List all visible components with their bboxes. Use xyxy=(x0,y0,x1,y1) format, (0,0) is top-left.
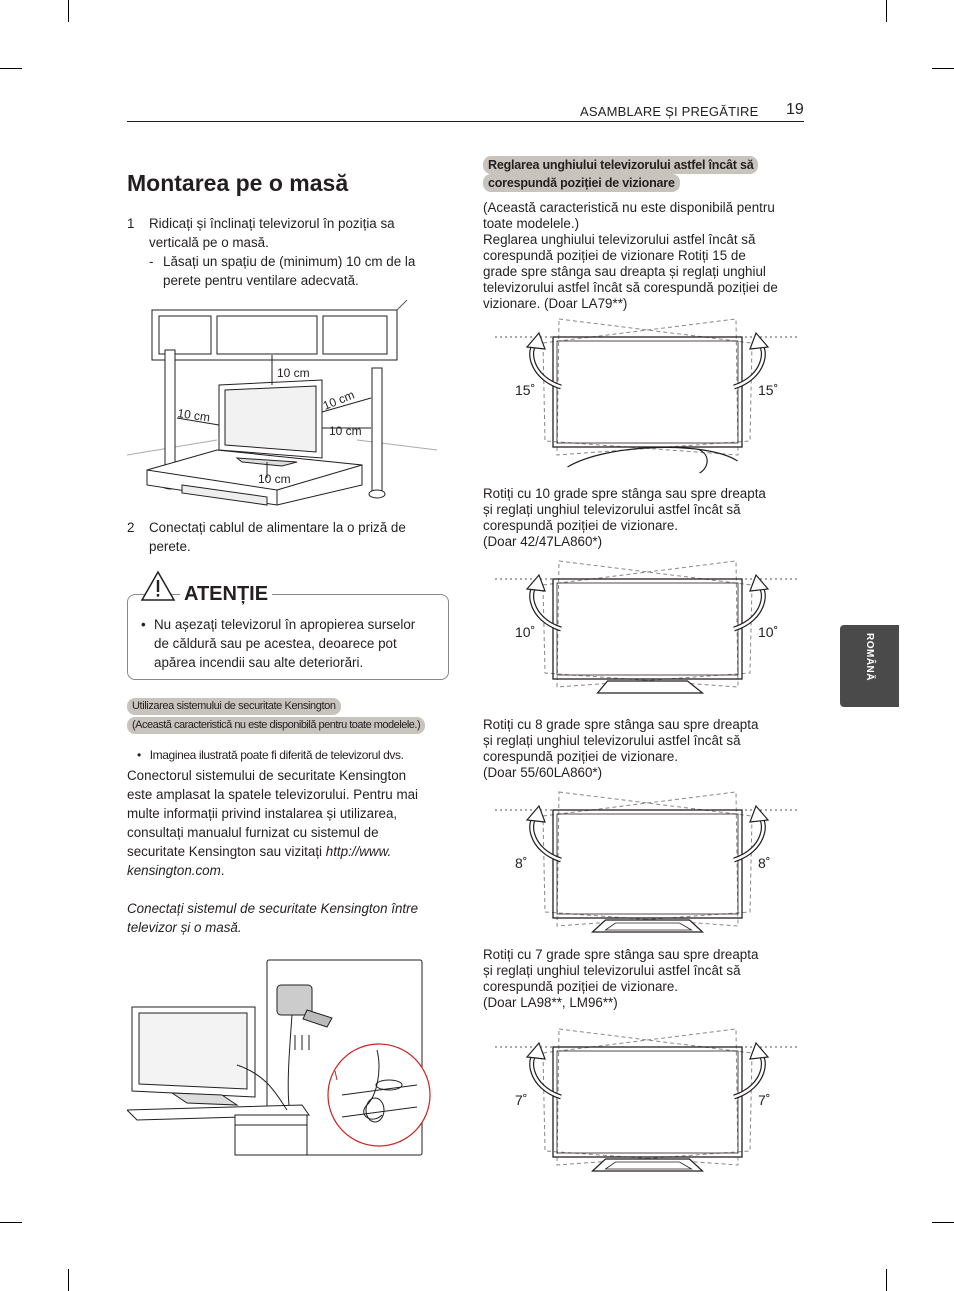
kensington-description xyxy=(127,766,447,937)
rotate-left-arrowhead-icon xyxy=(527,806,545,822)
step-2-text: perete. xyxy=(149,539,191,554)
clearance-label-bottom: 10 cm xyxy=(258,472,291,486)
angle-intro-line: vizionare. (Doar LA79**) xyxy=(483,296,628,311)
swivel-text-10 xyxy=(483,486,808,550)
step-1-sub-text: Lăsați un spațiu de (minimum) 10 cm de la xyxy=(163,254,416,269)
swivel-text-7 xyxy=(483,947,808,1011)
tv-screen xyxy=(557,341,738,443)
crop-mark xyxy=(886,0,887,22)
caution-line: apărea incendii sau alte deteriorări. xyxy=(154,655,364,670)
caution-title: ATENȚIE xyxy=(180,583,272,606)
swivel-text-line: corespundă poziției de vizionare. xyxy=(483,979,679,994)
ventilation-clearance-illustration xyxy=(127,300,437,515)
tv-frame xyxy=(553,337,742,447)
angle-label-left: 15˚ xyxy=(515,382,536,398)
swivel-text-line: Rotiți cu 7 grade spre stânga sau spre dreapta xyxy=(483,947,759,962)
step-1 xyxy=(127,214,447,290)
swivel-text-line: Rotiți cu 10 grade spre stânga sau spre dreapta xyxy=(483,486,766,501)
angle-intro xyxy=(483,200,808,312)
step-2-text: Conectați cablul de alimentare la o priză de xyxy=(149,520,406,535)
rotated-outline-right xyxy=(557,1029,752,1165)
language-tab xyxy=(840,625,899,707)
swivel-text-line: corespundă poziției de vizionare. xyxy=(483,518,679,533)
angle-label-right: 10˚ xyxy=(758,624,779,640)
step-1-sub-text: perete pentru ventilare adecvată. xyxy=(163,273,359,288)
kensington-url-link[interactable]: http://www. xyxy=(325,844,392,859)
angle-intro-line: televizorului astfel încât să corespundă poziției de xyxy=(483,280,778,295)
angle-section-heading: corespundă poziției de vizionare xyxy=(483,174,680,192)
angle-intro-line: toate modelele.) xyxy=(483,216,580,231)
tv-frame xyxy=(553,1047,742,1157)
crop-mark xyxy=(0,1222,22,1223)
rotated-outline-right xyxy=(557,792,752,926)
swivel-figure-15 xyxy=(495,315,800,475)
kensington-instruction: televizor și o masă. xyxy=(127,920,242,935)
rotate-right-arrowhead-icon xyxy=(750,575,768,591)
swivel-text-line: Rotiți cu 8 grade spre stânga sau spre dreapta xyxy=(483,717,759,732)
swivel-text-line: și reglați unghiul televizorului astfel încât să xyxy=(483,963,741,978)
clearance-label-top: 10 cm xyxy=(277,366,310,380)
caution-line: Nu așezați televizorul în apropierea surselor xyxy=(154,617,416,632)
clearance-label-left: 10 cm xyxy=(176,406,211,425)
step-2 xyxy=(127,518,447,556)
tv-frame xyxy=(553,810,742,918)
swivel-text-line: (Doar 55/60LA860*) xyxy=(483,765,603,780)
kensington-text-line: consultați manualul furnizat cu sistemul de xyxy=(127,825,379,840)
rotate-right-arrowhead-icon xyxy=(750,1043,768,1059)
swivel-text-line: și reglați unghiul televizorului astfel încât să xyxy=(483,502,741,517)
swivel-figure-7 xyxy=(495,1025,800,1185)
rotate-left-arrowhead-icon xyxy=(527,575,545,591)
tv-screen xyxy=(557,814,738,914)
crop-mark xyxy=(932,1222,954,1223)
kensington-section-note: (Această caracteristică nu este disponibilă pentru toate modelele.) xyxy=(127,717,425,734)
tv-stand xyxy=(568,447,738,467)
angle-intro-line: corespundă poziției de vizionare Rotiți 15 de xyxy=(483,248,746,263)
step-1-text: verticală pe o masă. xyxy=(149,235,269,250)
swivel-text-line: (Doar 42/47LA860*) xyxy=(483,534,603,549)
section-header: ASAMBLARE ȘI PREGĂTIRE xyxy=(580,104,759,119)
kensington-text-line: securitate Kensington sau vizitați xyxy=(127,844,326,859)
warning-triangle-icon xyxy=(140,570,176,602)
clearance-label-right: 10 cm xyxy=(329,424,362,438)
angle-intro-line: Reglarea unghiului televizorului astfel încât să xyxy=(483,232,756,247)
swivel-text-line: corespundă poziției de vizionare. xyxy=(483,749,679,764)
crop-mark xyxy=(886,1269,887,1291)
tv-screen xyxy=(557,1051,738,1153)
angle-label-left: 8˚ xyxy=(515,855,528,871)
angle-intro-line: (Această caracteristică nu este disponibilă pentru xyxy=(483,200,775,215)
page-number: 19 xyxy=(786,101,804,118)
kensington-url-link[interactable]: kensington.com xyxy=(127,863,221,878)
tv-frame xyxy=(553,579,742,679)
language-tab-label: ROMÂNĂ xyxy=(864,633,875,681)
angle-label-right: 7˚ xyxy=(758,1092,771,1108)
step-1-number: 1 xyxy=(127,216,135,231)
header-rule xyxy=(127,121,804,122)
kensington-section-heading: Utilizarea sistemului de securitate Kensington xyxy=(127,698,341,715)
caution-text xyxy=(141,615,441,672)
crop-mark xyxy=(68,1269,69,1291)
crop-mark xyxy=(68,0,69,22)
angle-section-heading: Reglarea unghiului televizorului astfel încât să xyxy=(483,156,758,174)
rotate-right-arrowhead-icon xyxy=(750,806,768,822)
angle-label-right: 8˚ xyxy=(758,855,771,871)
tv-screen xyxy=(557,583,738,675)
kensington-lock-illustration xyxy=(127,955,437,1160)
image-note-bullet: • xyxy=(137,748,141,762)
swivel-text-line: (Doar LA98**, LM96**) xyxy=(483,995,618,1010)
caution-line: de căldură sau pe acestea, deoarece pot xyxy=(154,636,397,651)
image-note xyxy=(137,748,404,762)
rotate-right-arrowhead-icon xyxy=(750,333,768,349)
step-2-number: 2 xyxy=(127,520,135,535)
rotated-outline-left xyxy=(543,1029,738,1165)
image-note-text: Imaginea ilustrată poate fi diferită de televizorul dvs. xyxy=(149,748,404,762)
page-title: Montarea pe o masă xyxy=(127,170,349,196)
rotated-outline-left xyxy=(543,792,738,926)
angle-intro-line: grade spre stânga sau dreapta și reglați unghiul xyxy=(483,264,766,279)
swivel-figure-10 xyxy=(495,557,800,707)
crop-mark xyxy=(932,68,954,69)
kensington-text-line: Conectorul sistemului de securitate Kensington xyxy=(127,768,407,783)
angle-label-left: 7˚ xyxy=(515,1092,528,1108)
kensington-text-line: este amplasat la spatele televizorului. Pentru mai xyxy=(127,787,419,802)
tv-stand xyxy=(598,681,703,693)
caution-bullet: • xyxy=(141,617,146,632)
step-1-text: Ridicați și înclinați televizorul în poziția sa xyxy=(149,216,395,231)
rotated-outline-right xyxy=(557,319,752,455)
kensington-text-line: . xyxy=(220,863,225,878)
crop-mark xyxy=(0,68,22,69)
rotated-outline-left xyxy=(543,319,738,455)
swivel-text-8 xyxy=(483,717,808,781)
swivel-figure-8 xyxy=(495,788,800,946)
kensington-text-line: multe informații privind instalarea și utilizarea, xyxy=(127,806,398,821)
clearance-label-right-diagonal: 10 cm xyxy=(320,387,357,413)
rotate-left-arrowhead-icon xyxy=(527,333,545,349)
rotate-left-arrowhead-icon xyxy=(527,1043,545,1059)
angle-label-right: 15˚ xyxy=(758,382,779,398)
angle-label-left: 10˚ xyxy=(515,624,536,640)
swivel-text-line: și reglați unghiul televizorului astfel încât să xyxy=(483,733,741,748)
step-1-sub-dash: - xyxy=(149,254,154,269)
kensington-instruction: Conectați sistemul de securitate Kensington între xyxy=(127,901,419,916)
